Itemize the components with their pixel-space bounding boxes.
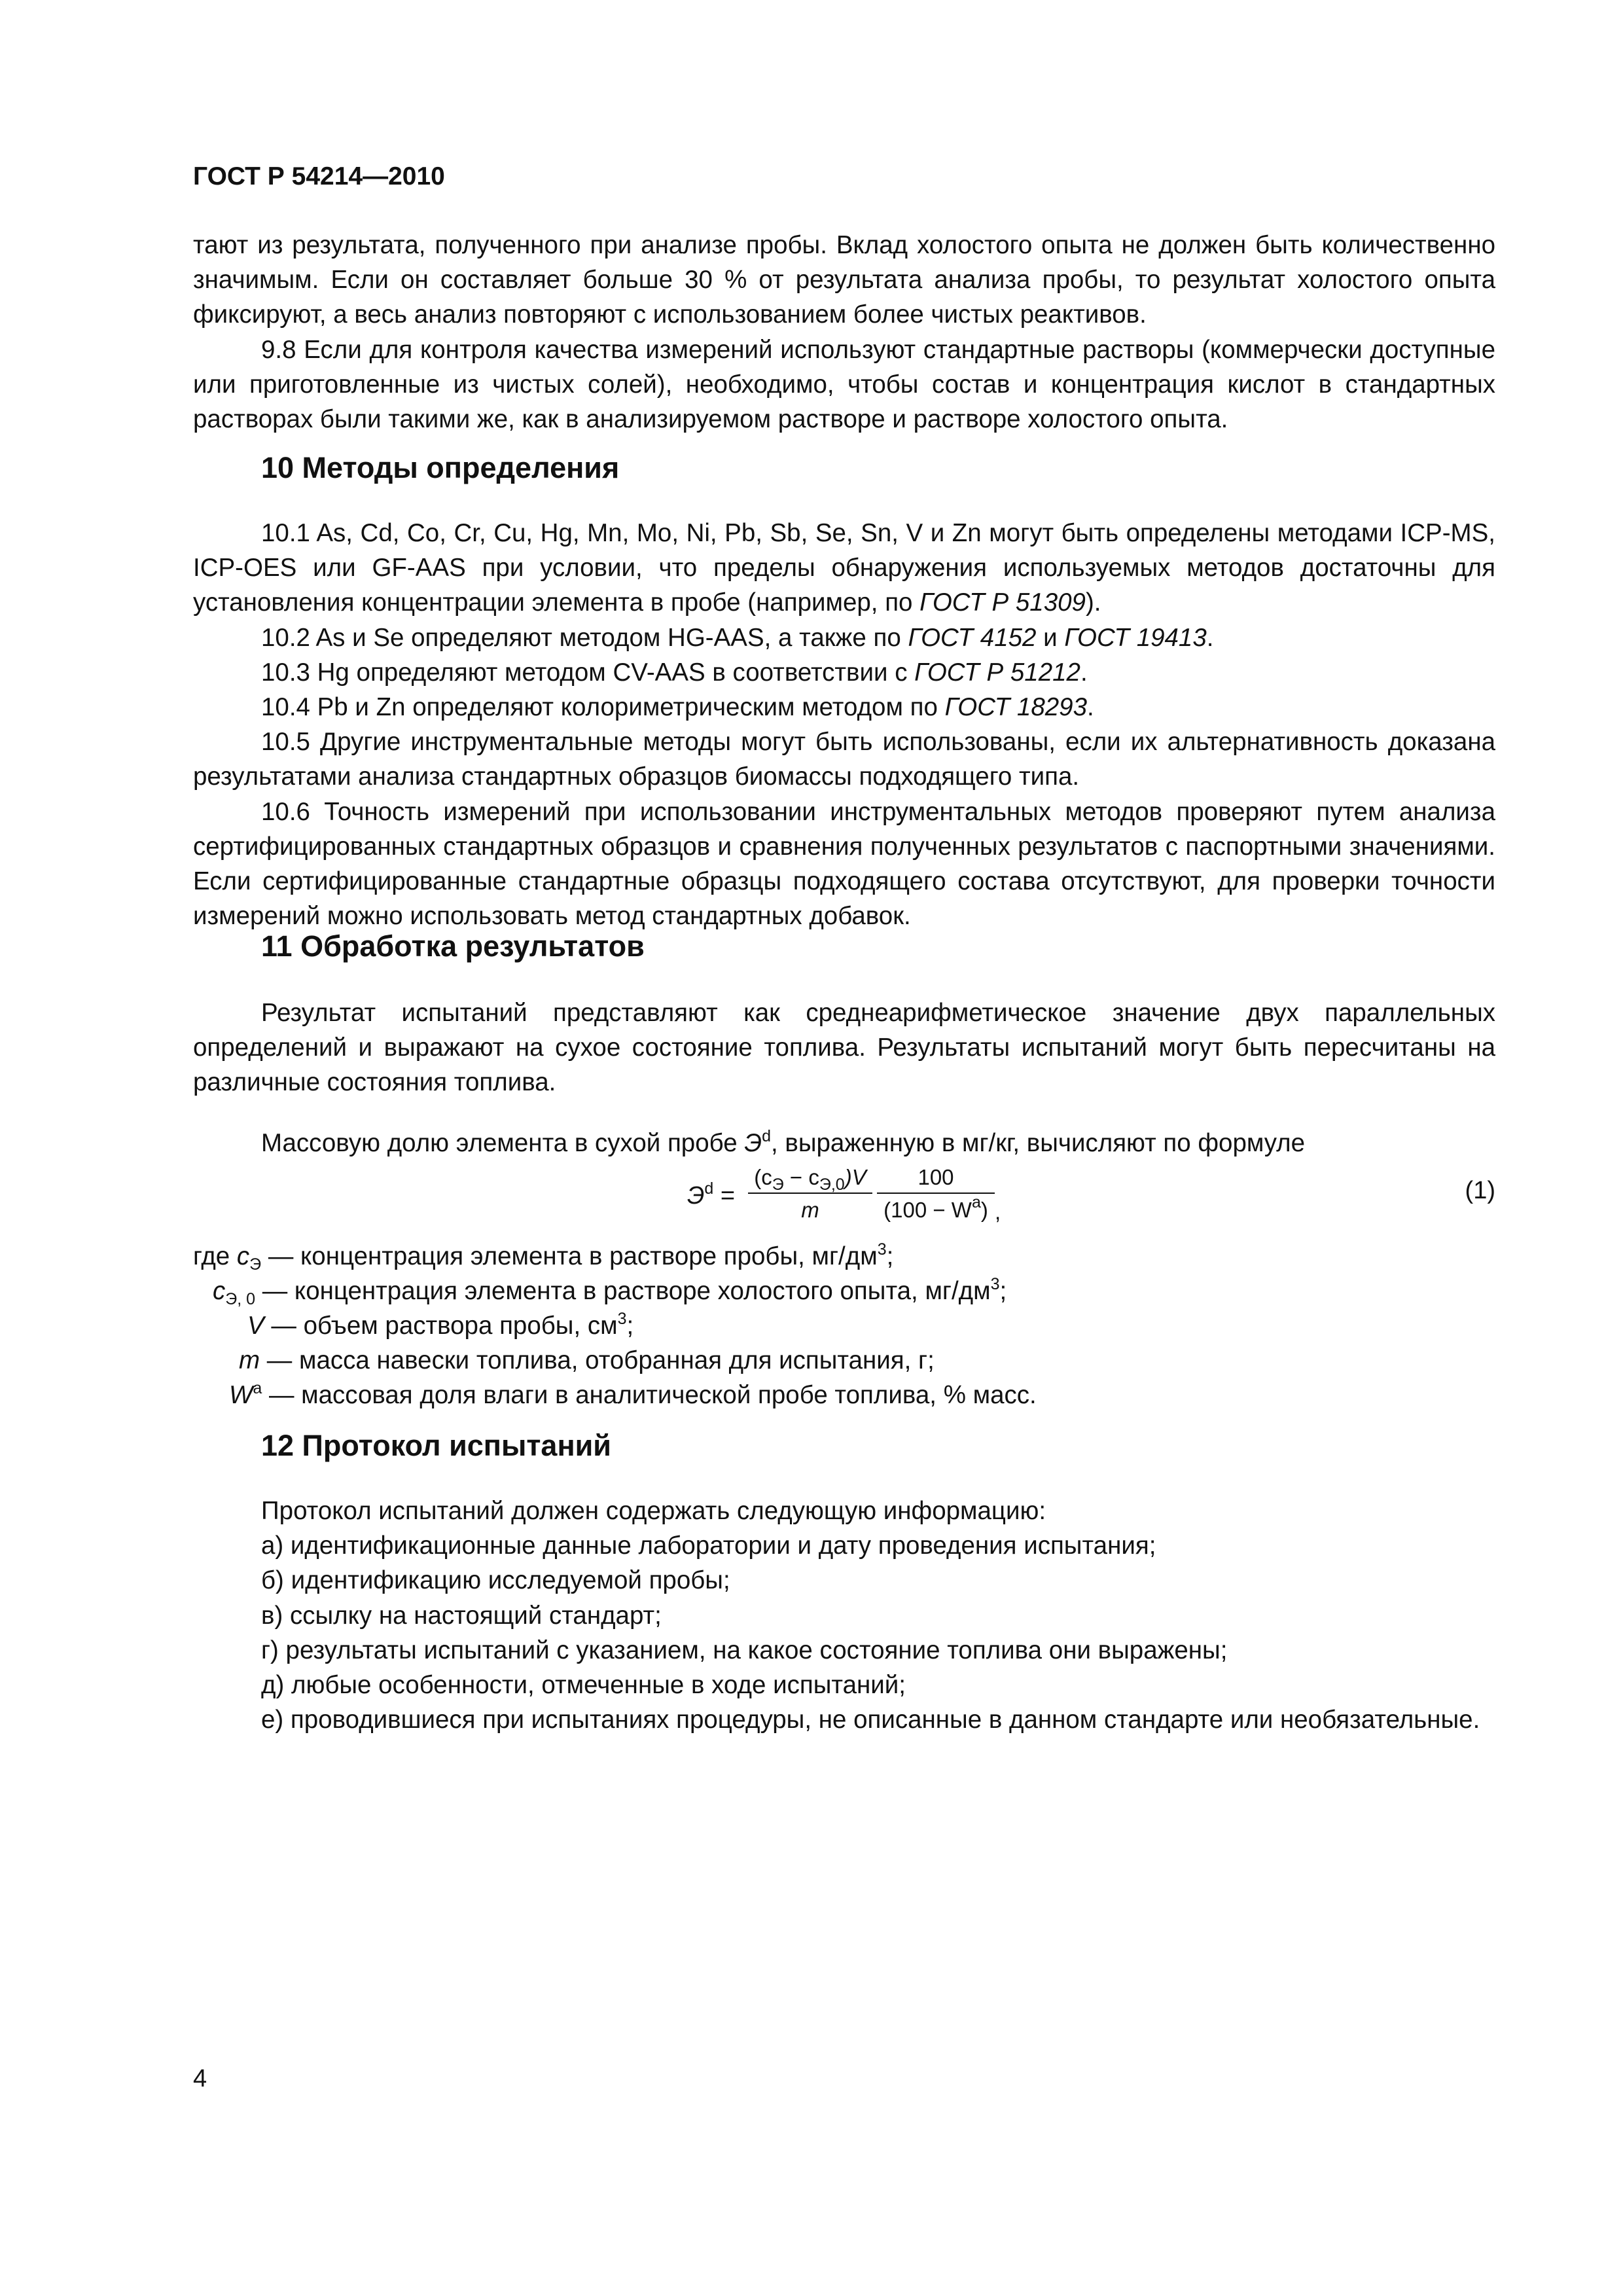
ref-gost-4152: ГОСТ 4152: [908, 623, 1037, 652]
formula-1: $Э^d$ = $(c_Э - c_{Э,0})V$ m 100 $(100 - W^a)$ , (1): [687, 1165, 1495, 1224]
ref-gost-51212: ГОСТ Р 51212: [914, 658, 1080, 687]
formula-intro-block: [193, 1126, 1495, 1160]
list-item: б) идентификацию исследуемой пробы;: [261, 1566, 730, 1595]
legend-row: где $c_Э$ — концентрация элемента в растворе пробы, $мг/дм^3$;: [193, 1240, 894, 1274]
list-item: д) любые особенности, отмеченные в ходе испытаний;: [261, 1671, 906, 1700]
document-header: ГОСТ Р 54214—2010: [193, 162, 445, 190]
formula-fraction-1: $(c_Э - c_{Э,0})V$ m: [748, 1165, 872, 1223]
clause-10-6: 10.6 Точность измерений при использовании инструментальных методов проверяют путем анализа сертифицированных стандартных образцов и сравнения полученных результатов с паспортными значениями. Если сертифицированные стандартные образцы подходящего состава отсутствуют, для проверки точности измерений можно использовать метод стандартных добавок.: [193, 797, 1495, 931]
intro-block: [193, 228, 1495, 437]
section-10-body: [193, 516, 1495, 933]
clause-10-4: 10.4 Pb и Zn определяют колориметрическим методом по ГОСТ 18293.: [261, 693, 1094, 722]
intro-paragraph-1: тают из результата, полученного при анализе пробы. Вклад холостого опыта не должен быть количественно значимым. Если он составляет больше 30 % от результата анализа пробы, то результат холостого опыта фиксируют, а весь анализ повторяют с использованием более чистых реактивов.: [193, 231, 1495, 329]
formula-lhs: $Э^d$ =: [687, 1179, 736, 1210]
section-12-title: 12 Протокол испытаний: [261, 1429, 611, 1462]
section-11-body: [193, 996, 1495, 1100]
legend-row: m — масса навески топлива, отобранная для испытания, г;: [239, 1346, 935, 1374]
clause-10-1: 10.1 As, Cd, Co, Cr, Cu, Hg, Mn, Mo, Ni, Pb, Sb, Se, Sn, V и Zn могут быть определены методами ICP-MS, ICP-OES или GF-AAS при условии, что пределы обнаружения используемых методов достаточны для установления концентрации элемента в пробе (например, по ГОСТ Р 51309).: [193, 519, 1495, 617]
results-paragraph: Результат испытаний представляют как среднеарифметическое значение двух параллельных определений и выражают на сухое состояние топлива. Результаты испытаний могут быть пересчитаны на различные состояния топлива.: [193, 999, 1495, 1097]
ref-gost-18293: ГОСТ 18293: [944, 693, 1087, 722]
list-item: е) проводившиеся при испытаниях процедуры, не описанные в данном стандарте или необязательные.: [261, 1706, 1480, 1734]
ref-gost-19413: ГОСТ 19413: [1064, 623, 1207, 652]
section-11-title: 11 Обработка результатов: [261, 929, 645, 963]
formula-intro: Массовую долю элемента в сухой пробе $Э^d$, выраженную в мг/кг, вычисляют по формуле: [261, 1127, 1306, 1157]
legend-row: $W^a$ — массовая доля влаги в аналитической пробе топлива, % масс.: [229, 1379, 1037, 1409]
clause-10-2: 10.2 As и Se определяют методом HG-AAS, а также по ГОСТ 4152 и ГОСТ 19413.: [261, 623, 1214, 652]
page-number: 4: [193, 2065, 207, 2092]
list-item: г) результаты испытаний с указанием, на какое состояние топлива они выражены;: [261, 1636, 1228, 1664]
list-item: а) идентификационные данные лаборатории и дату проведения испытания;: [261, 1532, 1156, 1560]
formula-fraction-2: 100 $(100 - W^a)$: [877, 1165, 995, 1223]
protocol-intro: Протокол испытаний должен содержать следующую информацию:: [261, 1497, 1046, 1525]
protocol-list: [193, 1494, 1495, 1737]
ref-gost-51309: ГОСТ Р 51309: [919, 588, 1086, 617]
clause-10-5: 10.5 Другие инструментальные методы могут быть использованы, если их альтернативность доказана результатами анализа стандартных образцов биомассы подходящего типа.: [193, 728, 1495, 791]
clause-10-3: 10.3 Hg определяют методом CV-AAS в соответствии с ГОСТ Р 51212.: [261, 658, 1088, 687]
list-item: в) ссылку на настоящий стандарт;: [261, 1601, 662, 1630]
legend-row: V — объем раствора пробы, $см^3$;: [247, 1310, 634, 1340]
section-10-title: 10 Методы определения: [261, 451, 620, 484]
clause-9-8: 9.8 Если для контроля качества измерений используют стандартные растворы (коммерчески доступные или приготовленные из чистых солей), необходимо, чтобы состав и концентрация кислот в стандартных растворах были такими же, как в анализируемом растворе и растворе холостого опыта.: [193, 335, 1495, 434]
formula-number: (1): [1465, 1177, 1495, 1204]
legend-row: $c_{Э, 0}$ — концентрация элемента в растворе холостого опыта, $мг/дм^3$;: [213, 1275, 1007, 1308]
